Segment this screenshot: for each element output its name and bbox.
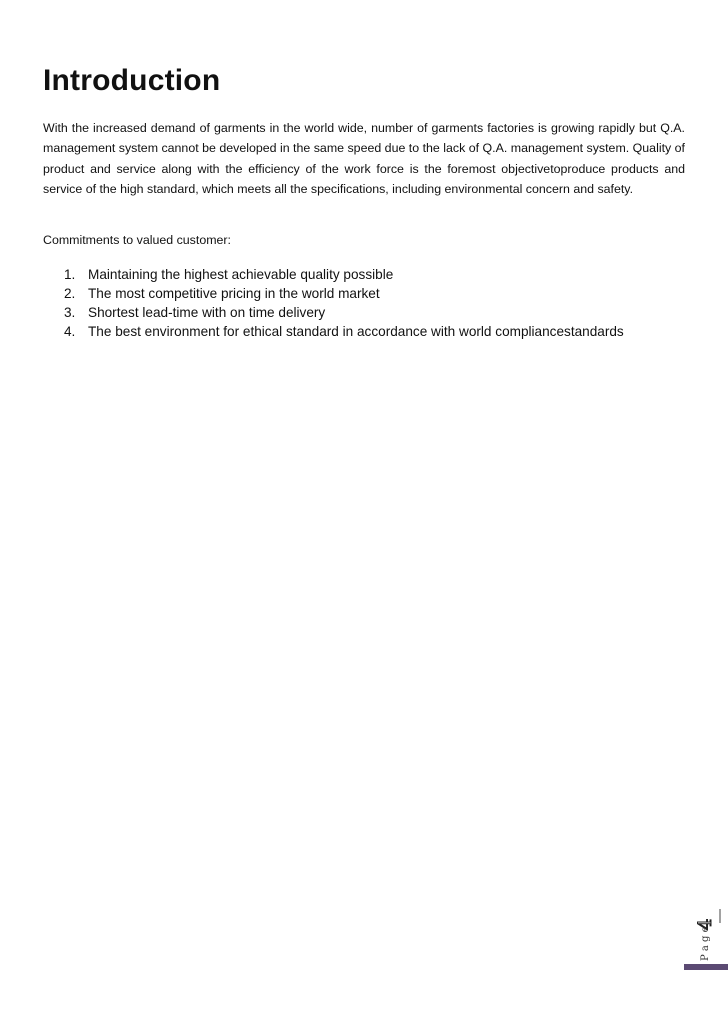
list-item-text: Maintaining the highest achievable quality possible <box>88 267 394 282</box>
list-item <box>64 303 624 322</box>
list-item-number: 4. <box>64 324 76 339</box>
page-title: Introduction <box>43 64 221 97</box>
list-item <box>64 322 624 341</box>
commitments-list <box>64 265 624 341</box>
page-marker-bar <box>684 964 728 970</box>
list-item-number: 3. <box>64 305 76 320</box>
list-item-number: 1. <box>64 267 76 282</box>
list-item <box>64 284 624 303</box>
page-number-marker <box>684 903 728 970</box>
intro-paragraph: With the increased demand of garments in the world wide, number of garments factories is growing rapidly but Q.A. management system cannot be developed in the same speed due to the lack of Q.A. management system. Quality of product and service along with the efficiency of the work force is the foremost objectivetoproduce products and service of the high standard, which meets all the specifications, including environmental concern and safety. <box>43 121 685 196</box>
list-item <box>64 265 624 284</box>
list-item-number: 2. <box>64 286 76 301</box>
commitments-heading: Commitments to valued customer: <box>43 233 231 247</box>
page-marker-graphic <box>684 903 728 964</box>
list-item-text: Shortest lead-time with on time delivery <box>88 305 326 320</box>
page-number: 4 <box>695 918 716 930</box>
page-label: P a g e <box>700 926 711 961</box>
list-item-text: The most competitive pricing in the world market <box>88 286 380 301</box>
list-item-text: The best environment for ethical standard in accordance with world compliancestandards <box>88 324 624 339</box>
